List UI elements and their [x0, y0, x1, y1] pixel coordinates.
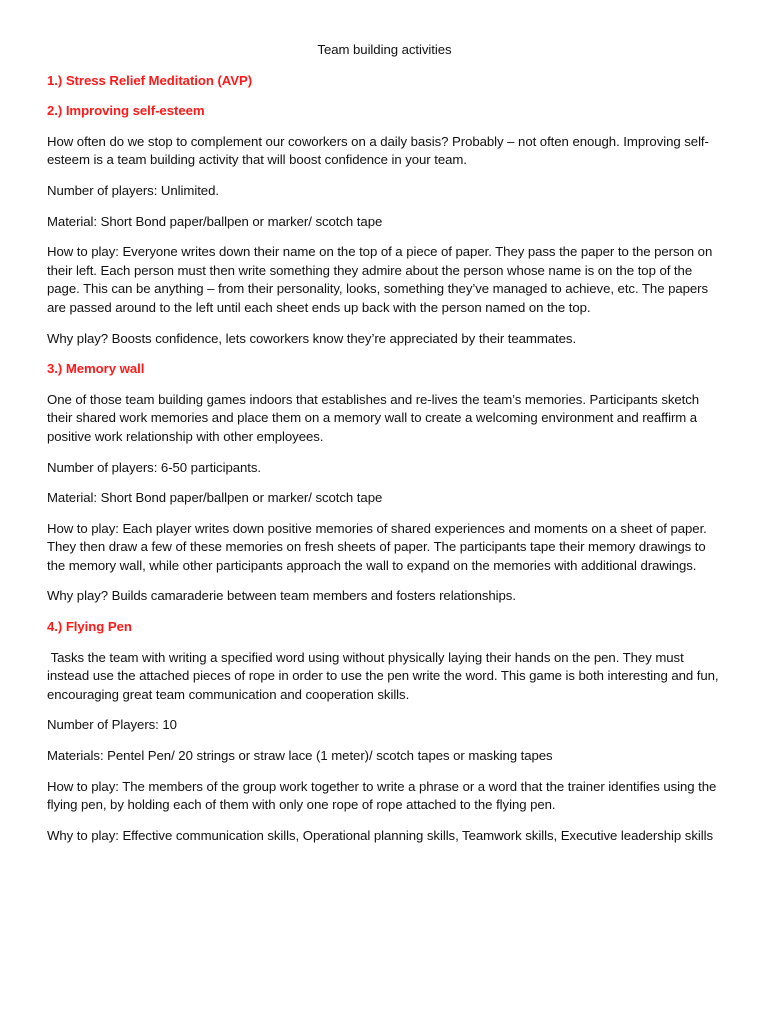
why-play-text: Why play? Boosts confidence, lets coworkers know they’re appreciated by their teammates. — [47, 330, 577, 346]
section-stress-relief-meditation — [47, 72, 722, 91]
section-heading: 3.) Memory wall — [47, 361, 145, 377]
document-body — [47, 41, 722, 857]
players-text: Number of players: Unlimited. — [47, 182, 219, 198]
why-play-text: Why to play: Effective communication skills, Operational planning skills, Teamwork skills, Executive leadership skills — [47, 827, 713, 843]
section-heading: 1.) Stress Relief Meditation (AVP) — [47, 72, 253, 88]
how-to-play-text: How to play: Each player writes down positive memories of shared experiences and moments on a sheet of paper. They then draw a few of these memories on fresh sheets of paper. The participants tape their memory drawings to the memory wall, while other participants approach the wall to expand on the memories with additional drawings. — [47, 520, 707, 573]
section-heading: 4.) Flying Pen — [47, 619, 132, 635]
players-text: Number of Players: 10 — [47, 717, 177, 733]
how-to-play-text: How to play: Everyone writes down their name on the top of a piece of paper. They pass the paper to the person on their left. Each person must then write something they admire about the person whose name is on the top of the page. This can be anything – from their personality, looks, something they’ve managed to achieve, etc. The papers are passed around to the left until each sheet ends up back with the person named on the top. — [47, 244, 713, 315]
material-text: Material: Short Bond paper/ballpen or marker/ scotch tape — [47, 490, 383, 506]
material-text: Materials: Pentel Pen/ 20 strings or straw lace (1 meter)/ scotch tapes or masking tapes — [47, 748, 553, 764]
section-improving-self-esteem — [47, 102, 722, 348]
why-play-text: Why play? Builds camaraderie between team members and fosters relationships. — [47, 588, 516, 604]
section-intro: One of those team building games indoors that establishes and re-lives the team’s memories. Participants sketch their shared work memories and place them on a memory wall to create a welcoming environment and reaffirm a positive work relationship with other employees. — [47, 391, 700, 444]
material-text: Material: Short Bond paper/ballpen or marker/ scotch tape — [47, 213, 383, 229]
document-title: Team building activities — [317, 42, 452, 57]
section-intro: How often do we stop to complement our coworkers on a daily basis? Probably – not often enough. Improving self-esteem is a team building activity that will boost confidence in your team. — [47, 133, 709, 168]
section-memory-wall — [47, 360, 722, 606]
how-to-play-text: How to play: The members of the group work together to write a phrase or a word that the trainer identifies using the flying pen, by holding each of them with only one rope of rope attached to the flying pen. — [47, 778, 717, 813]
section-intro: Tasks the team with writing a specified word using without physically laying their hands on the pen. They must instead use the attached pieces of rope in order to use the pen write the word. This game is both interesting and fun, encouraging great team communication and cooperation skills. — [47, 649, 723, 702]
players-text: Number of players: 6-50 participants. — [47, 459, 262, 475]
section-flying-pen — [47, 618, 722, 845]
section-heading: 2.) Improving self-esteem — [47, 103, 205, 119]
